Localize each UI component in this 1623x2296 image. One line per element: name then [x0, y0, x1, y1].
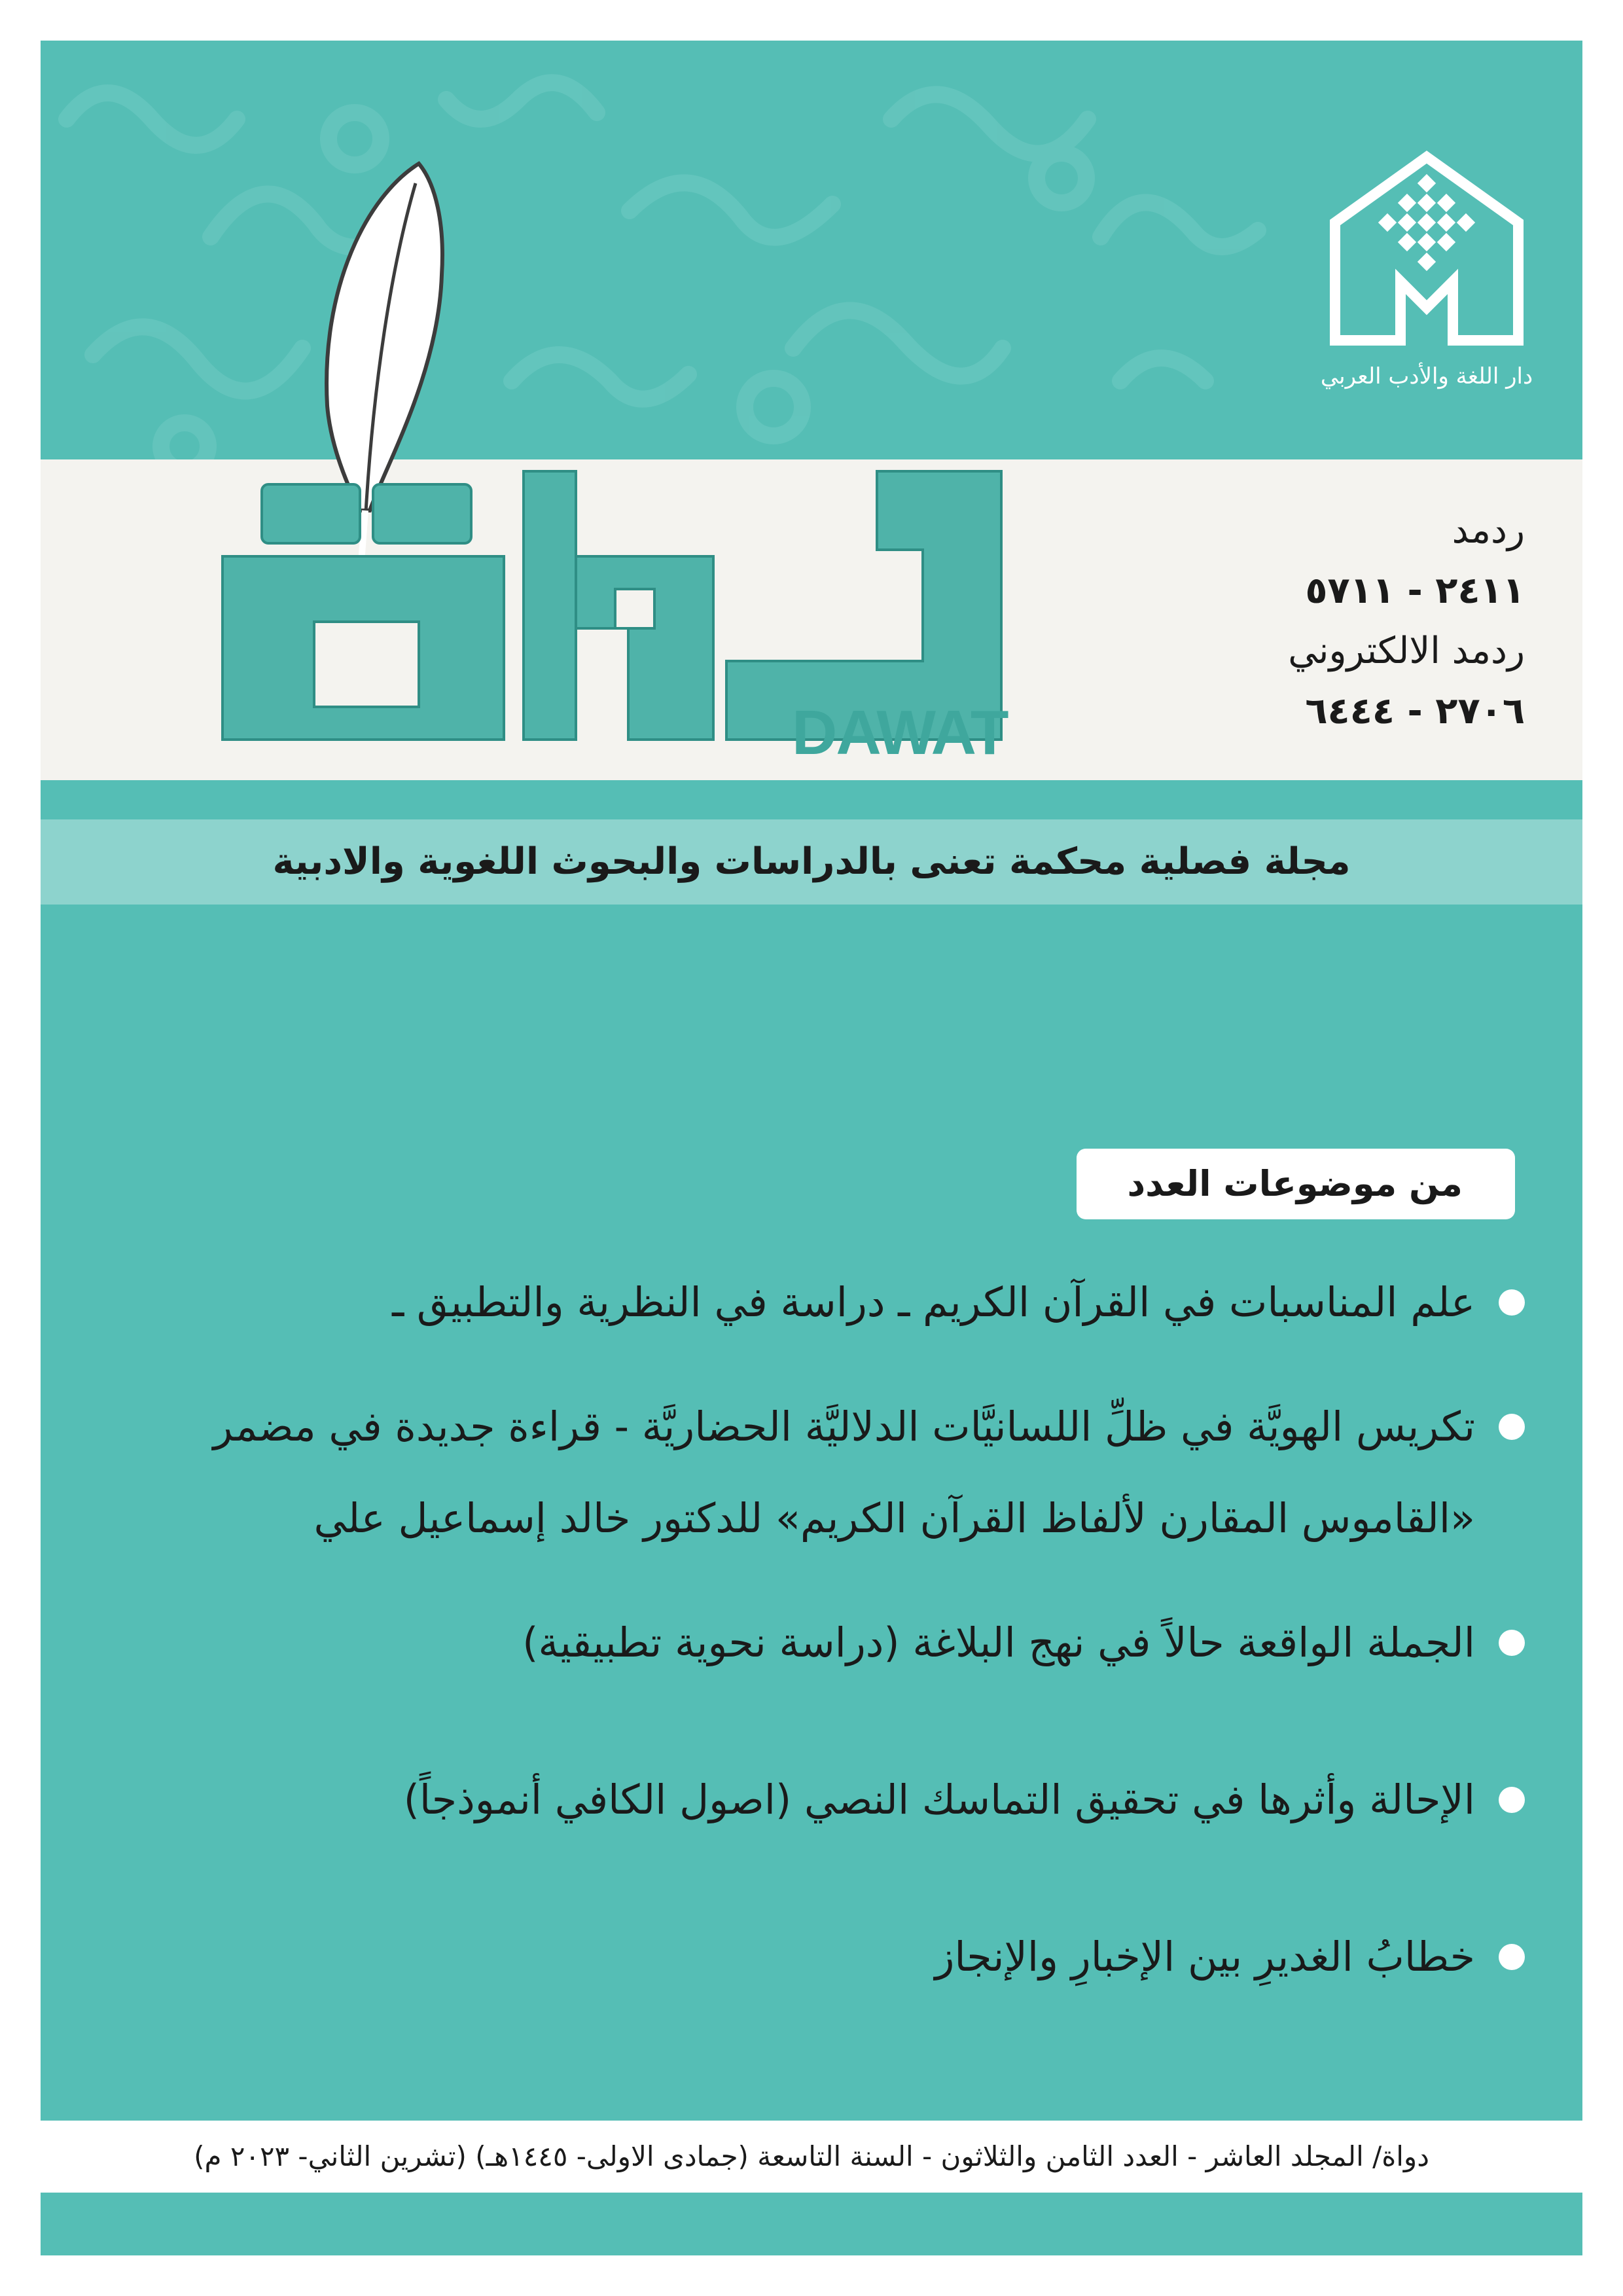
topic-title: الجملة الواقعة حالاً في نهج البلاغة (دراسة نحوية تطبيقية) [522, 1619, 1475, 1666]
publisher-logo-caption: دار اللغة والأدب العربي [1320, 363, 1533, 389]
bottom-strip [41, 2193, 1582, 2255]
issn-print-label: ردمد [1452, 509, 1525, 552]
issue-footer: دواة/ المجلد العاشر - العدد الثامن والثلاثون - السنة التاسعة (جمادى الاولى- ١٤٤٥هـ) (تشرين الثاني- ٢٠٢٣ م) [194, 2140, 1429, 2172]
journal-latin-title: DAWAT [792, 698, 1008, 768]
journal-subtitle: مجلة فصلية محكمة تعنى بالدراسات والبحوث اللغوية والادبية [272, 840, 1351, 883]
topic-title: تكريس الهويَّة في ظلِّ اللسانيَّات الدلاليَّة الحضاريَّة - قراءة جديدة في مضمر «القاموس المقارن لألفاظ القرآن الكريم» للدكتور خالد إسماعيل علي [213, 1403, 1475, 1542]
bullet-icon [1499, 1630, 1525, 1656]
issn-print-number: ٢٤١١ - ٥٧١١ [1305, 569, 1525, 612]
bullet-icon [1499, 1289, 1525, 1316]
topic-title: الإحالة وأثرها في تحقيق التماسك النصي (اصول الكافي أنموذجاً) [403, 1776, 1475, 1823]
publisher-logo [1329, 151, 1525, 353]
issn-block [1158, 501, 1525, 742]
issn-online-number: ٢٧٠٦ - ٦٤٤٤ [1305, 690, 1525, 732]
section-title: من موضوعات العدد [1127, 1163, 1463, 1204]
bullet-icon [1499, 1787, 1525, 1813]
topic-title: خطابُ الغديرِ بين الإخبارِ والإنجاز [935, 1933, 1475, 1981]
issn-online-label: ردمد الالكتروني [1288, 630, 1525, 672]
bullet-icon [1499, 1414, 1525, 1440]
bullet-icon [1499, 1944, 1525, 1970]
topic-title: علم المناسبات في القرآن الكريم ـ دراسة في النظرية والتطبيق ـ [392, 1278, 1475, 1326]
